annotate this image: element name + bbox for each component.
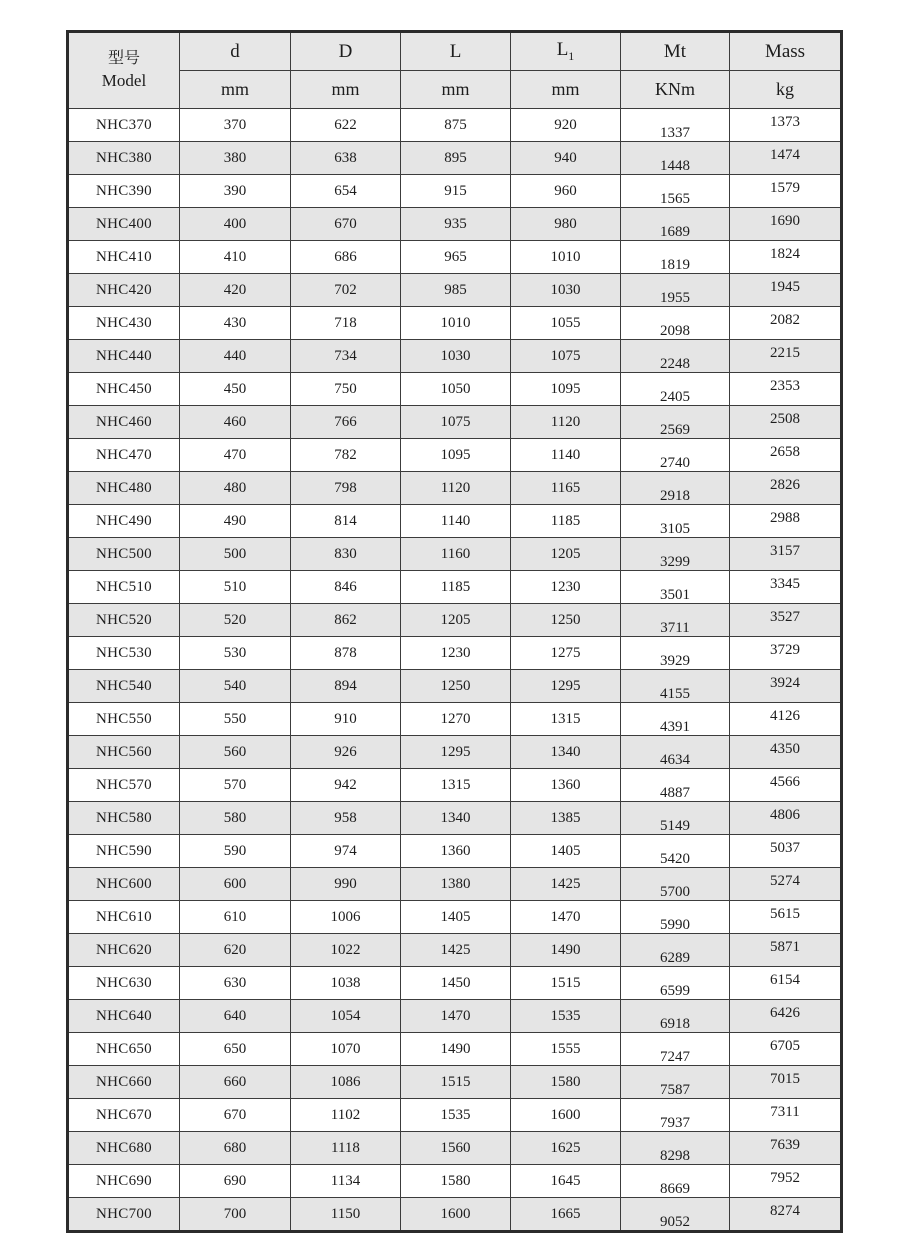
model-cell: NHC470 bbox=[68, 439, 180, 472]
table-row bbox=[68, 340, 842, 373]
Mt-cell: 1565 bbox=[621, 175, 730, 208]
D-cell: 926 bbox=[291, 736, 401, 769]
unit-d: mm bbox=[180, 71, 291, 109]
Mt-cell: 5700 bbox=[621, 868, 730, 901]
L-cell: 1010 bbox=[401, 307, 511, 340]
model-column-header bbox=[68, 32, 180, 109]
L-cell: 1340 bbox=[401, 802, 511, 835]
table-body bbox=[68, 109, 842, 1232]
model-cell: NHC400 bbox=[68, 208, 180, 241]
Mass-cell: 1690 bbox=[730, 208, 842, 241]
d-cell: 500 bbox=[180, 538, 291, 571]
model-cell: NHC620 bbox=[68, 934, 180, 967]
Mass-cell: 1945 bbox=[730, 274, 842, 307]
L-cell: 965 bbox=[401, 241, 511, 274]
table-row bbox=[68, 241, 842, 274]
table-row bbox=[68, 637, 842, 670]
Mt-cell: 1448 bbox=[621, 142, 730, 175]
d-cell: 530 bbox=[180, 637, 291, 670]
L-cell: 1185 bbox=[401, 571, 511, 604]
D-cell: 1118 bbox=[291, 1132, 401, 1165]
Mt-cell: 5149 bbox=[621, 802, 730, 835]
Mass-cell: 8274 bbox=[730, 1198, 842, 1232]
L-cell: 1380 bbox=[401, 868, 511, 901]
Mass-cell: 2353 bbox=[730, 373, 842, 406]
table-row bbox=[68, 1066, 842, 1099]
L-cell: 1560 bbox=[401, 1132, 511, 1165]
table-row bbox=[68, 538, 842, 571]
L-cell: 1140 bbox=[401, 505, 511, 538]
table-header bbox=[68, 32, 842, 109]
model-cell: NHC450 bbox=[68, 373, 180, 406]
d-cell: 470 bbox=[180, 439, 291, 472]
table-row bbox=[68, 1033, 842, 1066]
model-cell: NHC530 bbox=[68, 637, 180, 670]
table-row bbox=[68, 802, 842, 835]
model-cell: NHC410 bbox=[68, 241, 180, 274]
model-cell: NHC510 bbox=[68, 571, 180, 604]
D-cell: 638 bbox=[291, 142, 401, 175]
table-row bbox=[68, 142, 842, 175]
d-cell: 510 bbox=[180, 571, 291, 604]
L1-cell: 1600 bbox=[511, 1099, 621, 1132]
Mt-cell: 2248 bbox=[621, 340, 730, 373]
table-row bbox=[68, 901, 842, 934]
Mt-cell: 1955 bbox=[621, 274, 730, 307]
model-cell: NHC700 bbox=[68, 1198, 180, 1232]
Mass-cell: 1474 bbox=[730, 142, 842, 175]
model-cell: NHC520 bbox=[68, 604, 180, 637]
table-row bbox=[68, 406, 842, 439]
table-row bbox=[68, 571, 842, 604]
L-cell: 1315 bbox=[401, 769, 511, 802]
Mt-cell: 3929 bbox=[621, 637, 730, 670]
d-cell: 410 bbox=[180, 241, 291, 274]
d-cell: 560 bbox=[180, 736, 291, 769]
D-cell: 798 bbox=[291, 472, 401, 505]
table-row bbox=[68, 967, 842, 1000]
L1-cell: 1665 bbox=[511, 1198, 621, 1232]
L1-cell: 1580 bbox=[511, 1066, 621, 1099]
L-cell: 1360 bbox=[401, 835, 511, 868]
L-cell: 1515 bbox=[401, 1066, 511, 1099]
d-cell: 660 bbox=[180, 1066, 291, 1099]
d-cell: 380 bbox=[180, 142, 291, 175]
model-cell: NHC440 bbox=[68, 340, 180, 373]
table-row bbox=[68, 274, 842, 307]
model-cell: NHC630 bbox=[68, 967, 180, 1000]
L1-cell: 1275 bbox=[511, 637, 621, 670]
L1-cell: 1010 bbox=[511, 241, 621, 274]
Mass-cell: 7952 bbox=[730, 1165, 842, 1198]
L1-cell: 1470 bbox=[511, 901, 621, 934]
model-cell: NHC380 bbox=[68, 142, 180, 175]
Mt-cell: 2405 bbox=[621, 373, 730, 406]
L-cell: 1075 bbox=[401, 406, 511, 439]
Mass-cell: 1579 bbox=[730, 175, 842, 208]
Mt-cell: 2918 bbox=[621, 472, 730, 505]
Mt-cell: 4634 bbox=[621, 736, 730, 769]
D-cell: 846 bbox=[291, 571, 401, 604]
D-cell: 1006 bbox=[291, 901, 401, 934]
Mass-cell: 6426 bbox=[730, 1000, 842, 1033]
d-cell: 420 bbox=[180, 274, 291, 307]
D-cell: 1038 bbox=[291, 967, 401, 1000]
model-cell: NHC670 bbox=[68, 1099, 180, 1132]
D-cell: 686 bbox=[291, 241, 401, 274]
col-header-Mt: Mt bbox=[621, 32, 730, 71]
d-cell: 630 bbox=[180, 967, 291, 1000]
table-row bbox=[68, 1000, 842, 1033]
D-cell: 990 bbox=[291, 868, 401, 901]
Mass-cell: 2658 bbox=[730, 439, 842, 472]
d-cell: 480 bbox=[180, 472, 291, 505]
d-cell: 550 bbox=[180, 703, 291, 736]
L1-cell: 1030 bbox=[511, 274, 621, 307]
Mass-cell: 6705 bbox=[730, 1033, 842, 1066]
L-cell: 915 bbox=[401, 175, 511, 208]
table-row bbox=[68, 307, 842, 340]
L-cell: 1205 bbox=[401, 604, 511, 637]
d-cell: 670 bbox=[180, 1099, 291, 1132]
d-cell: 700 bbox=[180, 1198, 291, 1232]
D-cell: 830 bbox=[291, 538, 401, 571]
L1-cell: 1515 bbox=[511, 967, 621, 1000]
L-cell: 1030 bbox=[401, 340, 511, 373]
col-header-D: D bbox=[291, 32, 401, 71]
model-cell: NHC560 bbox=[68, 736, 180, 769]
D-cell: 942 bbox=[291, 769, 401, 802]
table-row bbox=[68, 769, 842, 802]
D-cell: 862 bbox=[291, 604, 401, 637]
Mass-cell: 1824 bbox=[730, 241, 842, 274]
table-row bbox=[68, 1198, 842, 1232]
L1-cell: 1095 bbox=[511, 373, 621, 406]
L-cell: 1470 bbox=[401, 1000, 511, 1033]
D-cell: 878 bbox=[291, 637, 401, 670]
Mass-cell: 5274 bbox=[730, 868, 842, 901]
Mt-cell: 3711 bbox=[621, 604, 730, 637]
L-cell: 985 bbox=[401, 274, 511, 307]
Mt-cell: 2569 bbox=[621, 406, 730, 439]
D-cell: 734 bbox=[291, 340, 401, 373]
Mass-cell: 5871 bbox=[730, 934, 842, 967]
model-header-en: Model bbox=[101, 70, 147, 90]
Mass-cell: 2082 bbox=[730, 307, 842, 340]
unit-Mass: kg bbox=[730, 71, 842, 109]
D-cell: 622 bbox=[291, 109, 401, 142]
col-header-L1: $L_1$ bbox=[511, 32, 621, 71]
d-cell: 370 bbox=[180, 109, 291, 142]
Mt-cell: 4887 bbox=[621, 769, 730, 802]
L1-cell: 1055 bbox=[511, 307, 621, 340]
D-cell: 782 bbox=[291, 439, 401, 472]
D-cell: 1054 bbox=[291, 1000, 401, 1033]
L1-cell: 1385 bbox=[511, 802, 621, 835]
model-cell: NHC580 bbox=[68, 802, 180, 835]
d-cell: 440 bbox=[180, 340, 291, 373]
Mt-cell: 1337 bbox=[621, 109, 730, 142]
Mt-cell: 6289 bbox=[621, 934, 730, 967]
d-cell: 590 bbox=[180, 835, 291, 868]
model-cell: NHC490 bbox=[68, 505, 180, 538]
L-cell: 1450 bbox=[401, 967, 511, 1000]
model-cell: NHC570 bbox=[68, 769, 180, 802]
Mass-cell: 2988 bbox=[730, 505, 842, 538]
D-cell: 910 bbox=[291, 703, 401, 736]
d-cell: 680 bbox=[180, 1132, 291, 1165]
table-row bbox=[68, 934, 842, 967]
L1-cell: 960 bbox=[511, 175, 621, 208]
unit-L1: mm bbox=[511, 71, 621, 109]
L-cell: 1425 bbox=[401, 934, 511, 967]
model-cell: NHC690 bbox=[68, 1165, 180, 1198]
d-cell: 490 bbox=[180, 505, 291, 538]
Mass-cell: 3527 bbox=[730, 604, 842, 637]
model-cell: NHC480 bbox=[68, 472, 180, 505]
D-cell: 702 bbox=[291, 274, 401, 307]
L-cell: 1535 bbox=[401, 1099, 511, 1132]
L-cell: 1250 bbox=[401, 670, 511, 703]
L-cell: 935 bbox=[401, 208, 511, 241]
Mass-cell: 2215 bbox=[730, 340, 842, 373]
d-cell: 400 bbox=[180, 208, 291, 241]
Mt-cell: 8298 bbox=[621, 1132, 730, 1165]
Mt-cell: 7587 bbox=[621, 1066, 730, 1099]
model-cell: NHC610 bbox=[68, 901, 180, 934]
model-cell: NHC500 bbox=[68, 538, 180, 571]
L-cell: 1405 bbox=[401, 901, 511, 934]
Mt-cell: 3299 bbox=[621, 538, 730, 571]
D-cell: 1150 bbox=[291, 1198, 401, 1232]
model-cell: NHC650 bbox=[68, 1033, 180, 1066]
model-cell: NHC660 bbox=[68, 1066, 180, 1099]
table-row bbox=[68, 835, 842, 868]
d-cell: 460 bbox=[180, 406, 291, 439]
L1-cell: 1490 bbox=[511, 934, 621, 967]
d-cell: 450 bbox=[180, 373, 291, 406]
D-cell: 670 bbox=[291, 208, 401, 241]
Mass-cell: 1373 bbox=[730, 109, 842, 142]
Mt-cell: 1689 bbox=[621, 208, 730, 241]
D-cell: 1070 bbox=[291, 1033, 401, 1066]
L-cell: 1095 bbox=[401, 439, 511, 472]
table-row bbox=[68, 604, 842, 637]
L1-cell: 1625 bbox=[511, 1132, 621, 1165]
L1-cell: 1360 bbox=[511, 769, 621, 802]
D-cell: 1102 bbox=[291, 1099, 401, 1132]
table-row bbox=[68, 703, 842, 736]
Mt-cell: 6599 bbox=[621, 967, 730, 1000]
table-row bbox=[68, 505, 842, 538]
L1-cell: 1250 bbox=[511, 604, 621, 637]
L1-cell: 1140 bbox=[511, 439, 621, 472]
L1-cell: 1185 bbox=[511, 505, 621, 538]
L-cell: 1580 bbox=[401, 1165, 511, 1198]
model-cell: NHC390 bbox=[68, 175, 180, 208]
Mt-cell: 7937 bbox=[621, 1099, 730, 1132]
D-cell: 958 bbox=[291, 802, 401, 835]
Mass-cell: 5037 bbox=[730, 835, 842, 868]
Mt-cell: 7247 bbox=[621, 1033, 730, 1066]
table-row bbox=[68, 1132, 842, 1165]
table-row bbox=[68, 1099, 842, 1132]
L1-cell: 940 bbox=[511, 142, 621, 175]
model-cell: NHC590 bbox=[68, 835, 180, 868]
unit-L: mm bbox=[401, 71, 511, 109]
Mass-cell: 4806 bbox=[730, 802, 842, 835]
model-cell: NHC550 bbox=[68, 703, 180, 736]
d-cell: 620 bbox=[180, 934, 291, 967]
Mass-cell: 5615 bbox=[730, 901, 842, 934]
D-cell: 814 bbox=[291, 505, 401, 538]
L-cell: 1270 bbox=[401, 703, 511, 736]
table-row bbox=[68, 736, 842, 769]
L-cell: 895 bbox=[401, 142, 511, 175]
L-cell: 1600 bbox=[401, 1198, 511, 1232]
spec-table bbox=[66, 30, 843, 1233]
D-cell: 894 bbox=[291, 670, 401, 703]
Mt-cell: 5420 bbox=[621, 835, 730, 868]
table-row bbox=[68, 175, 842, 208]
Mt-cell: 3501 bbox=[621, 571, 730, 604]
table-row bbox=[68, 373, 842, 406]
L1-cell: 1425 bbox=[511, 868, 621, 901]
d-cell: 640 bbox=[180, 1000, 291, 1033]
Mt-cell: 8669 bbox=[621, 1165, 730, 1198]
L1-cell: 1555 bbox=[511, 1033, 621, 1066]
model-cell: NHC420 bbox=[68, 274, 180, 307]
table-row bbox=[68, 1165, 842, 1198]
header-row-units bbox=[68, 71, 842, 109]
Mass-cell: 4350 bbox=[730, 736, 842, 769]
Mt-cell: 4155 bbox=[621, 670, 730, 703]
d-cell: 690 bbox=[180, 1165, 291, 1198]
d-cell: 540 bbox=[180, 670, 291, 703]
Mt-cell: 6918 bbox=[621, 1000, 730, 1033]
Mt-cell: 9052 bbox=[621, 1198, 730, 1232]
Mt-cell: 2740 bbox=[621, 439, 730, 472]
L1-cell: 1165 bbox=[511, 472, 621, 505]
table-row bbox=[68, 670, 842, 703]
Mass-cell: 3345 bbox=[730, 571, 842, 604]
Mass-cell: 7015 bbox=[730, 1066, 842, 1099]
L1-cell: 1230 bbox=[511, 571, 621, 604]
model-cell: NHC460 bbox=[68, 406, 180, 439]
L-cell: 875 bbox=[401, 109, 511, 142]
d-cell: 430 bbox=[180, 307, 291, 340]
L1-cell: 1120 bbox=[511, 406, 621, 439]
d-cell: 390 bbox=[180, 175, 291, 208]
L1-cell: 1535 bbox=[511, 1000, 621, 1033]
Mass-cell: 3157 bbox=[730, 538, 842, 571]
d-cell: 580 bbox=[180, 802, 291, 835]
Mass-cell: 7639 bbox=[730, 1132, 842, 1165]
d-cell: 520 bbox=[180, 604, 291, 637]
L1-cell: 920 bbox=[511, 109, 621, 142]
model-cell: NHC430 bbox=[68, 307, 180, 340]
L1-cell: 1405 bbox=[511, 835, 621, 868]
model-cell: NHC640 bbox=[68, 1000, 180, 1033]
Mt-cell: 4391 bbox=[621, 703, 730, 736]
col-header-Mass: Mass bbox=[730, 32, 842, 71]
table-row bbox=[68, 109, 842, 142]
L1-cell: 1315 bbox=[511, 703, 621, 736]
unit-D: mm bbox=[291, 71, 401, 109]
model-cell: NHC540 bbox=[68, 670, 180, 703]
D-cell: 654 bbox=[291, 175, 401, 208]
L1-cell: 1075 bbox=[511, 340, 621, 373]
D-cell: 718 bbox=[291, 307, 401, 340]
Mass-cell: 2826 bbox=[730, 472, 842, 505]
D-cell: 1134 bbox=[291, 1165, 401, 1198]
Mt-cell: 1819 bbox=[621, 241, 730, 274]
table-row bbox=[68, 868, 842, 901]
D-cell: 1086 bbox=[291, 1066, 401, 1099]
L1-cell: 1205 bbox=[511, 538, 621, 571]
L-cell: 1230 bbox=[401, 637, 511, 670]
L-cell: 1160 bbox=[401, 538, 511, 571]
unit-Mt: KNm bbox=[621, 71, 730, 109]
Mt-cell: 3105 bbox=[621, 505, 730, 538]
d-cell: 570 bbox=[180, 769, 291, 802]
col-header-d: d bbox=[180, 32, 291, 71]
L-cell: 1050 bbox=[401, 373, 511, 406]
L1-cell: 1295 bbox=[511, 670, 621, 703]
Mt-cell: 5990 bbox=[621, 901, 730, 934]
model-cell: NHC680 bbox=[68, 1132, 180, 1165]
col-header-L: L bbox=[401, 32, 511, 71]
model-cell: NHC600 bbox=[68, 868, 180, 901]
L-cell: 1490 bbox=[401, 1033, 511, 1066]
Mass-cell: 2508 bbox=[730, 406, 842, 439]
D-cell: 974 bbox=[291, 835, 401, 868]
L1-cell: 1340 bbox=[511, 736, 621, 769]
Mt-cell: 2098 bbox=[621, 307, 730, 340]
D-cell: 766 bbox=[291, 406, 401, 439]
table-row bbox=[68, 472, 842, 505]
D-cell: 1022 bbox=[291, 934, 401, 967]
d-cell: 600 bbox=[180, 868, 291, 901]
L-cell: 1120 bbox=[401, 472, 511, 505]
model-cell: NHC370 bbox=[68, 109, 180, 142]
header-row-labels bbox=[68, 32, 842, 71]
d-cell: 610 bbox=[180, 901, 291, 934]
l1-subscript: 1 bbox=[568, 48, 575, 63]
Mass-cell: 4126 bbox=[730, 703, 842, 736]
L1-cell: 980 bbox=[511, 208, 621, 241]
Mass-cell: 3924 bbox=[730, 670, 842, 703]
table-row bbox=[68, 439, 842, 472]
d-cell: 650 bbox=[180, 1033, 291, 1066]
L1-cell: 1645 bbox=[511, 1165, 621, 1198]
table-row bbox=[68, 208, 842, 241]
Mass-cell: 7311 bbox=[730, 1099, 842, 1132]
L-cell: 1295 bbox=[401, 736, 511, 769]
Mass-cell: 6154 bbox=[730, 967, 842, 1000]
Mass-cell: 3729 bbox=[730, 637, 842, 670]
D-cell: 750 bbox=[291, 373, 401, 406]
model-header-zh: 型号 bbox=[107, 50, 140, 68]
Mass-cell: 4566 bbox=[730, 769, 842, 802]
